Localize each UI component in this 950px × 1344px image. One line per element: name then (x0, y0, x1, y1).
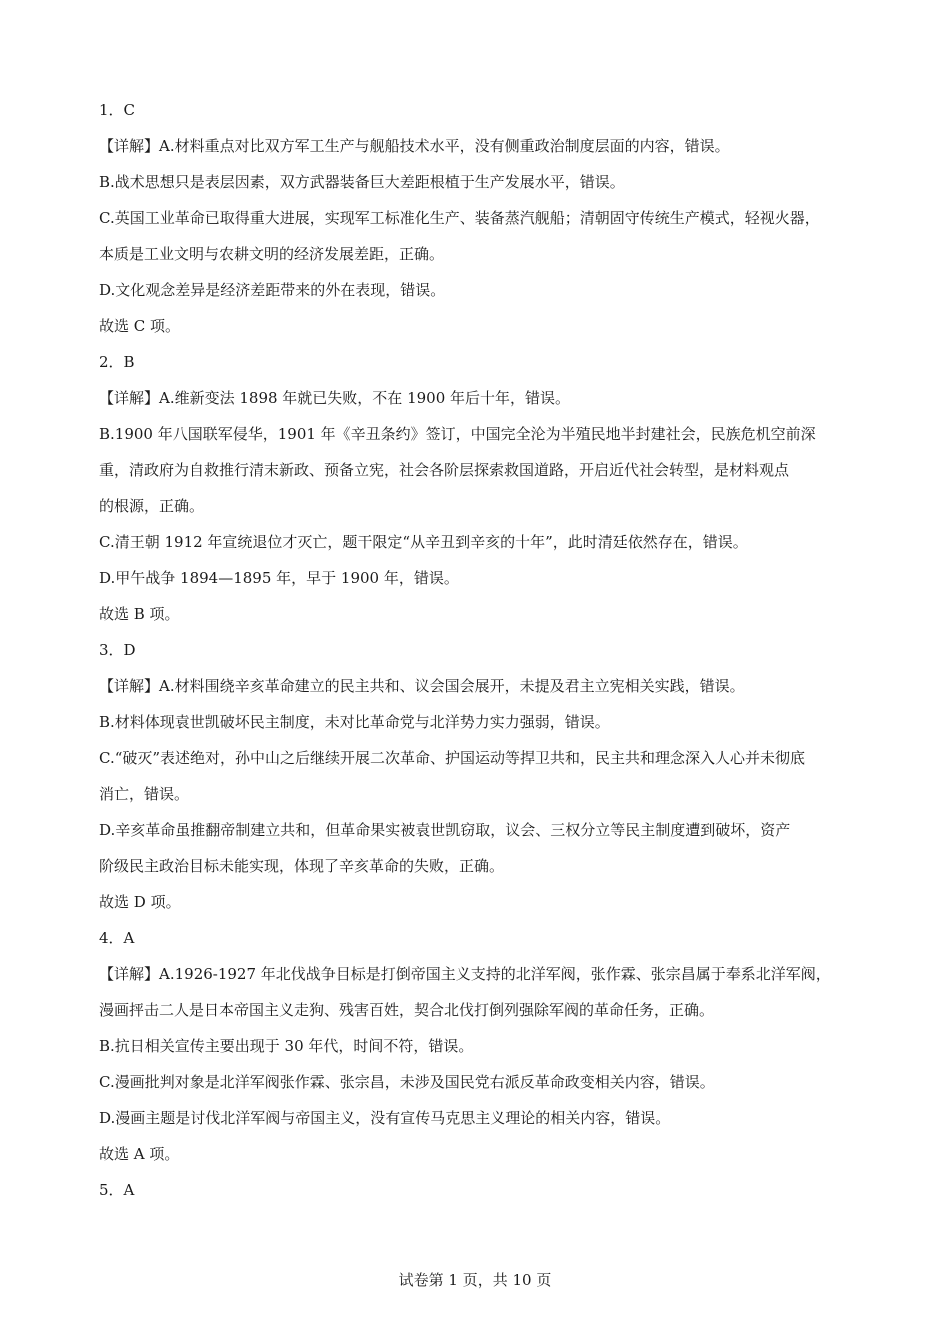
text-line: 漫画抨击二人是日本帝国主义走狗、残害百姓，契合北伐打倒列强除军阀的革命任务，正确。 (99, 1001, 715, 1019)
page-footer: 试卷第 1 页，共 10 页 (398, 1271, 552, 1289)
text-line: 故选 B 项。 (99, 605, 180, 623)
text-line: B.材料体现袁世凯破坏民主制度，未对比革命党与北洋势力实力强弱，错误。 (99, 713, 610, 731)
text-line: 消亡，错误。 (99, 785, 190, 803)
answer-content (99, 98, 859, 1214)
text-line: B.抗日相关宣传主要出现于 30 年代，时间不符，错误。 (99, 1037, 474, 1055)
text-line: 重，清政府为自救推行清末新政、预备立宪，社会各阶层探索救国道路，开启近代社会转型，是材料观点 (99, 461, 790, 479)
text-line: B.1900 年八国联军侵华，1901 年《辛丑条约》签订，中国完全沦为半殖民地半封建社会，民族危机空前深 (99, 425, 816, 443)
text-line: 本质是工业文明与农耕文明的经济发展差距，正确。 (99, 245, 445, 263)
text-line: 【详解】A.材料重点对比双方军工生产与舰船技术水平，没有侧重政治制度层面的内容，错误。 (99, 137, 730, 155)
text-line: D.甲午战争 1894—1895 年，早于 1900 年，错误。 (99, 569, 459, 587)
text-line: C.清王朝 1912 年宣统退位才灭亡，题干限定“从辛丑到辛亥的十年”，此时清廷依然存在，错误。 (99, 533, 748, 551)
text-line: D.漫画主题是讨伐北洋军阀与帝国主义，没有宣传马克思主义理论的相关内容，错误。 (99, 1109, 671, 1127)
text-line: C.漫画批判对象是北洋军阀张作霖、张宗昌，未涉及国民党右派反革命政变相关内容，错误。 (99, 1073, 715, 1091)
text-line: 阶级民主政治目标未能实现，体现了辛亥革命的失败，正确。 (99, 857, 505, 875)
text-line: 1．C (99, 101, 136, 119)
text-line: 【详解】A.维新变法 1898 年就已失败，不在 1900 年后十年，错误。 (99, 389, 571, 407)
text-line: 故选 C 项。 (99, 317, 181, 335)
text-line: 3．D (99, 641, 136, 659)
text-line: 4．A (99, 929, 135, 947)
text-line: 【详解】A.1926-1927 年北伐战争目标是打倒帝国主义支持的北洋军阀，张作霖、张宗昌属于奉系北洋军阀， (99, 965, 831, 983)
text-line: D.辛亥革命虽推翻帝制建立共和，但革命果实被袁世凯窃取，议会、三权分立等民主制度遭到破坏，资产 (99, 821, 791, 839)
text-line: 5．A (99, 1181, 135, 1199)
text-line: 故选 A 项。 (99, 1145, 180, 1163)
text-line: D.文化观念差异是经济差距带来的外在表现，错误。 (99, 281, 446, 299)
text-line: 2．B (99, 353, 135, 371)
text-line: 的根源，正确。 (99, 497, 205, 515)
text-line: B.战术思想只是表层因素，双方武器装备巨大差距根植于生产发展水平，错误。 (99, 173, 625, 191)
text-line: C.英国工业革命已取得重大进展，实现军工标准化生产、装备蒸汽舰船；清朝固守传统生产模式，轻视火器， (99, 209, 820, 227)
text-line: 故选 D 项。 (99, 893, 181, 911)
text-line: 【详解】A.材料围绕辛亥革命建立的民主共和、议会国会展开，未提及君主立宪相关实践，错误。 (99, 677, 745, 695)
text-line: C.“破灭”表述绝对，孙中山之后继续开展二次革命、护国运动等捍卫共和，民主共和理念深入人心并未彻底 (99, 749, 806, 767)
